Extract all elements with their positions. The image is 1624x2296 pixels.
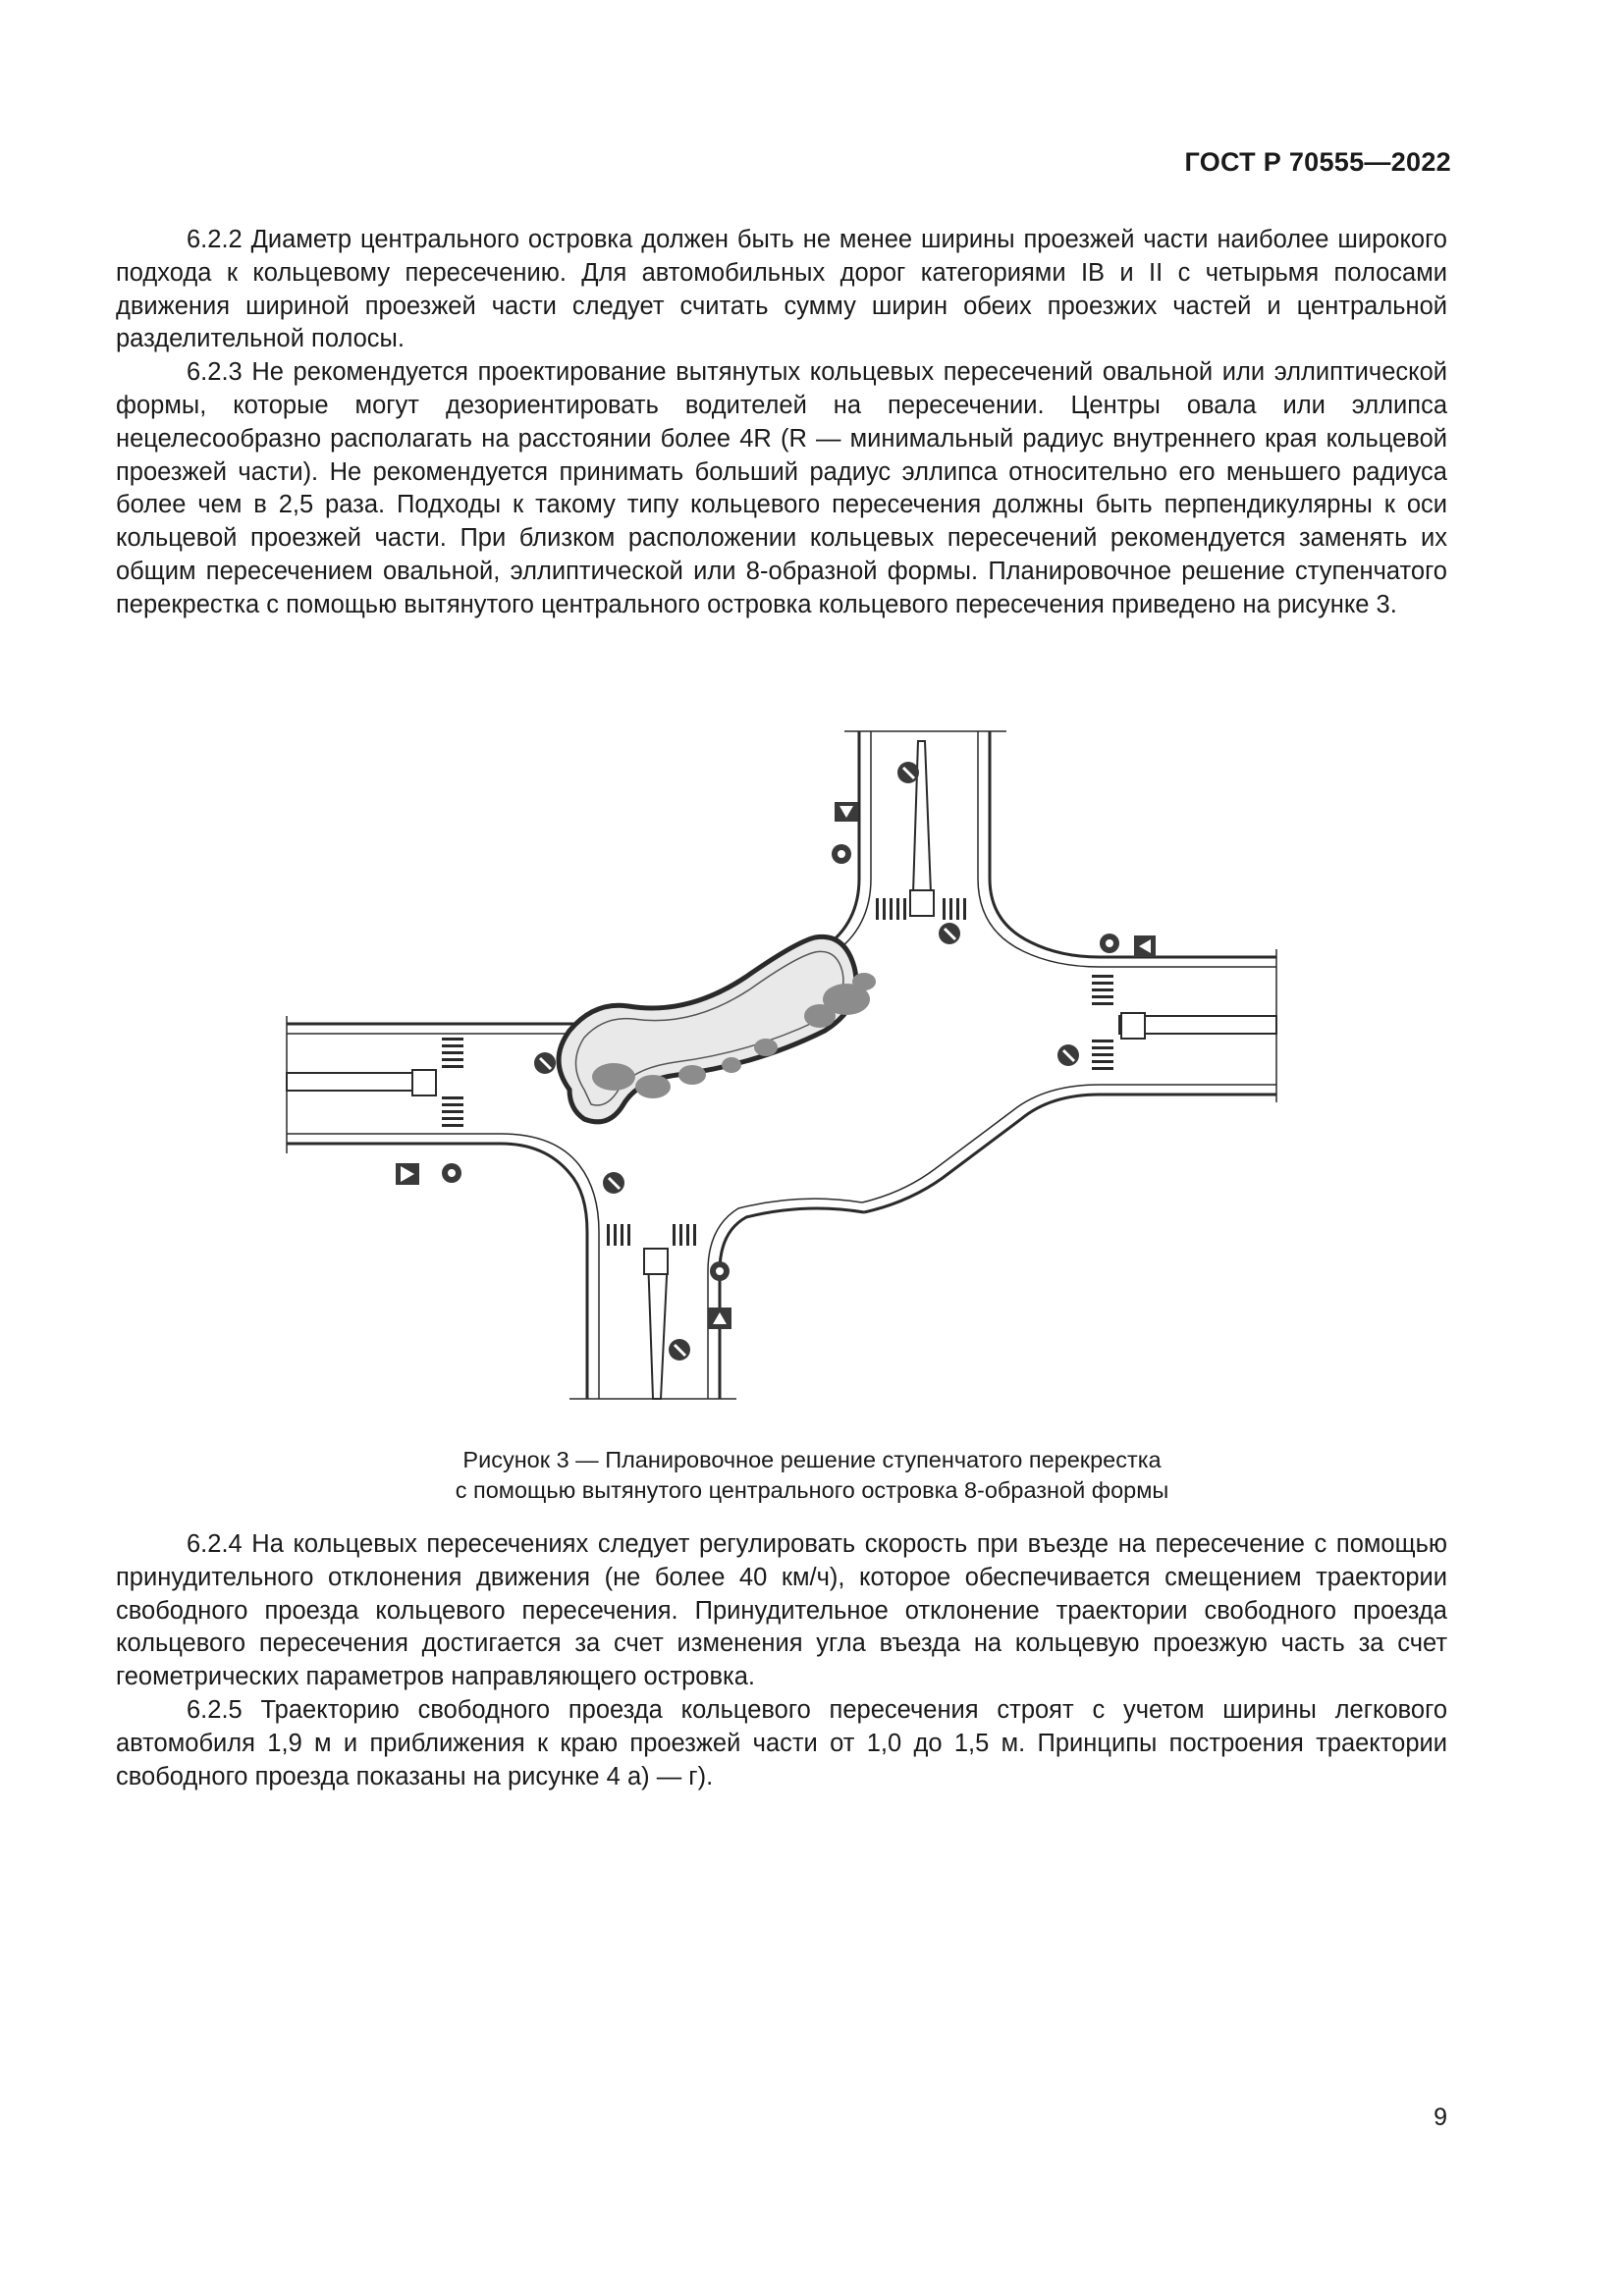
crossing-west-top <box>442 1038 463 1068</box>
sign-yield-east <box>1134 935 1156 957</box>
figure-caption <box>0 1445 1624 1506</box>
roundabout-diagram <box>275 721 1291 1409</box>
paragraph-6-2-5: 6.2.5 Траекторию свободного проезда кольцевого пересечения строят с учетом ширины легкового автомобиля 1,9 м и приближения к краю проезжей части от 1,0 до 1,5 м. Принципы построения траектории свободного проезда показаны на рисунке 4 а) — г). <box>116 1695 1447 1790</box>
caption-line-1: Рисунок 3 — Планировочное решение ступенчатого перекрестка <box>462 1447 1162 1472</box>
figure-3-roundabout-plan <box>275 721 1291 1409</box>
central-island <box>559 936 876 1121</box>
sign-yield-north <box>835 802 858 822</box>
road-outline <box>287 731 1276 1399</box>
paragraph-6-2-3: 6.2.3 Не рекомендуется проектирование вытянутых кольцевых пересечений овальной или эллиптической формы, которые могут дезориентировать водителей на пересечении. Центры овала или эллипса нецелесообразно располагать на расстоянии более 4R (R — минимальный радиус внутреннего края кольцевой проезжей части). Не рекомендуется принимать больший радиус эллипса относительно его меньшего радиуса более чем в 2,5 раза. Подходы к такому типу кольцевого пересечения должны быть перпендикулярны к оси кольцевой проезжей части. При близком расположении кольцевых пересечений рекомендуется заменять их общим пересечением овальной, эллиптической или 8-образной формы. Планировочное решение ступенчатого перекрестка с помощью вытянутого центрального островка кольцевого пересечения приведено на рисунке 3. <box>116 358 1447 618</box>
sign-roundabout-north <box>832 844 851 864</box>
sign-roundabout-east <box>1100 934 1119 953</box>
refuge-islands <box>412 890 1145 1274</box>
sign-keep-right-north-2 <box>939 923 960 944</box>
caption-line-2: с помощью вытянутого центрального островка 8-образной формы <box>455 1477 1169 1503</box>
text-section-top <box>116 224 1447 622</box>
crossing-east-top <box>1092 975 1113 1005</box>
paragraph-6-2-4: 6.2.4 На кольцевых пересечениях следует регулировать скорость при въезде на пересечение с помощью принудительного отклонения движения (не более 40 км/ч), которое обеспечивается смещением траектории свободного проезда кольцевого пересечения. Принудительное отклонение траектории свободного проезда кольцевого пересечения достигается за счет изменения угла въезда на кольцевую проезжую часть за счет геометрических параметров направляющего островка. <box>116 1530 1447 1691</box>
crossing-west-bottom <box>442 1096 463 1127</box>
sign-keep-right-south <box>603 1172 624 1194</box>
text-section-bottom <box>116 1528 1447 1793</box>
sign-roundabout-south <box>710 1261 730 1281</box>
paragraph-6-2-2: 6.2.2 Диаметр центрального островка должен быть не менее ширины проезжей части наиболее широкого подхода к кольцевому пересечению. Для автомобильных дорог категориями IB и II с четырьмя полосами движения шириной проезжей части следует считать сумму ширин обеих проезжих частей и центральной разделительной полосы. <box>116 226 1447 353</box>
sign-keep-right-west <box>534 1052 556 1074</box>
crossing-east-bottom <box>1092 1040 1113 1070</box>
sign-yield-south <box>708 1308 731 1329</box>
document-header: ГОСТ Р 70555—2022 <box>1184 147 1451 177</box>
sign-roundabout-west <box>442 1163 461 1183</box>
sign-keep-right-south-2 <box>669 1339 690 1361</box>
sign-keep-right-east <box>1057 1044 1079 1066</box>
sign-yield-west <box>396 1163 419 1185</box>
page-number: 9 <box>1434 2104 1447 2131</box>
sign-keep-right-north <box>897 762 919 783</box>
crossing-south <box>607 1224 696 1246</box>
traffic-signs <box>396 762 1156 1361</box>
